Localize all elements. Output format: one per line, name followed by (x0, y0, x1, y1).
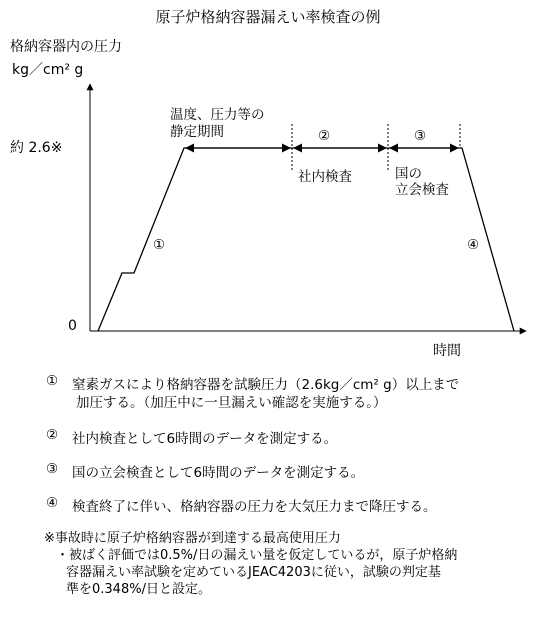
footnote-heading: ※事故時に原子炉格納容器が到達する最高使用圧力 (44, 531, 341, 546)
national-label-line1: 国の (395, 166, 422, 182)
national-marker: ③ (414, 128, 427, 144)
x-axis-label: 時間 (433, 343, 461, 359)
stabilize-label-line1: 温度、圧力等の (170, 107, 265, 123)
in-house-marker: ② (318, 128, 331, 144)
note-1-line2: 加圧する。（加圧中に一旦漏えい確認を実施する。） (76, 395, 387, 411)
note-3-line1: 国の立会検査として6時間のデータを測定する。 (72, 465, 365, 481)
y-axis-label: 格納容器内の圧力 (10, 39, 122, 55)
page-title: 原子炉格納容器漏えい率検査の例 (155, 8, 381, 26)
y-tick-zero: 0 (68, 318, 77, 334)
footnote-line1: ・被ばく評価では0.5%/日の漏えい量を仮定しているが，原子炉格納 (56, 548, 458, 563)
note-4-marker: ④ (46, 495, 59, 511)
y-tick-top: 約 2.6※ (10, 140, 63, 156)
footnote-line2: 容器漏えい率試験を定めているJEAC4203に従い，試験の判定基 (66, 565, 441, 580)
note-3-marker: ③ (46, 461, 59, 477)
y-axis-unit: kg／cm² g (12, 62, 84, 78)
stabilize-label-line2: 静定期間 (170, 124, 224, 140)
note-4-line1: 検査終了に伴い、格納容器の圧力を大気圧力まで降圧する。 (72, 499, 437, 515)
in-house-label: 社内検査 (298, 169, 352, 185)
depressurize-marker: ④ (467, 237, 480, 253)
footnote-line3: 準を0.348%/日と設定。 (66, 582, 211, 597)
national-label-line2: 立会検査 (395, 182, 449, 198)
note-1-line1: 窒素ガスにより格納容器を試験圧力（2.6kg／cm² g）以上まで (72, 377, 460, 393)
note-1-marker: ① (46, 373, 59, 389)
note-2-line1: 社内検査として6時間のデータを測定する。 (72, 431, 338, 447)
note-2-marker: ② (46, 427, 59, 443)
pressurize-marker: ① (153, 237, 166, 253)
